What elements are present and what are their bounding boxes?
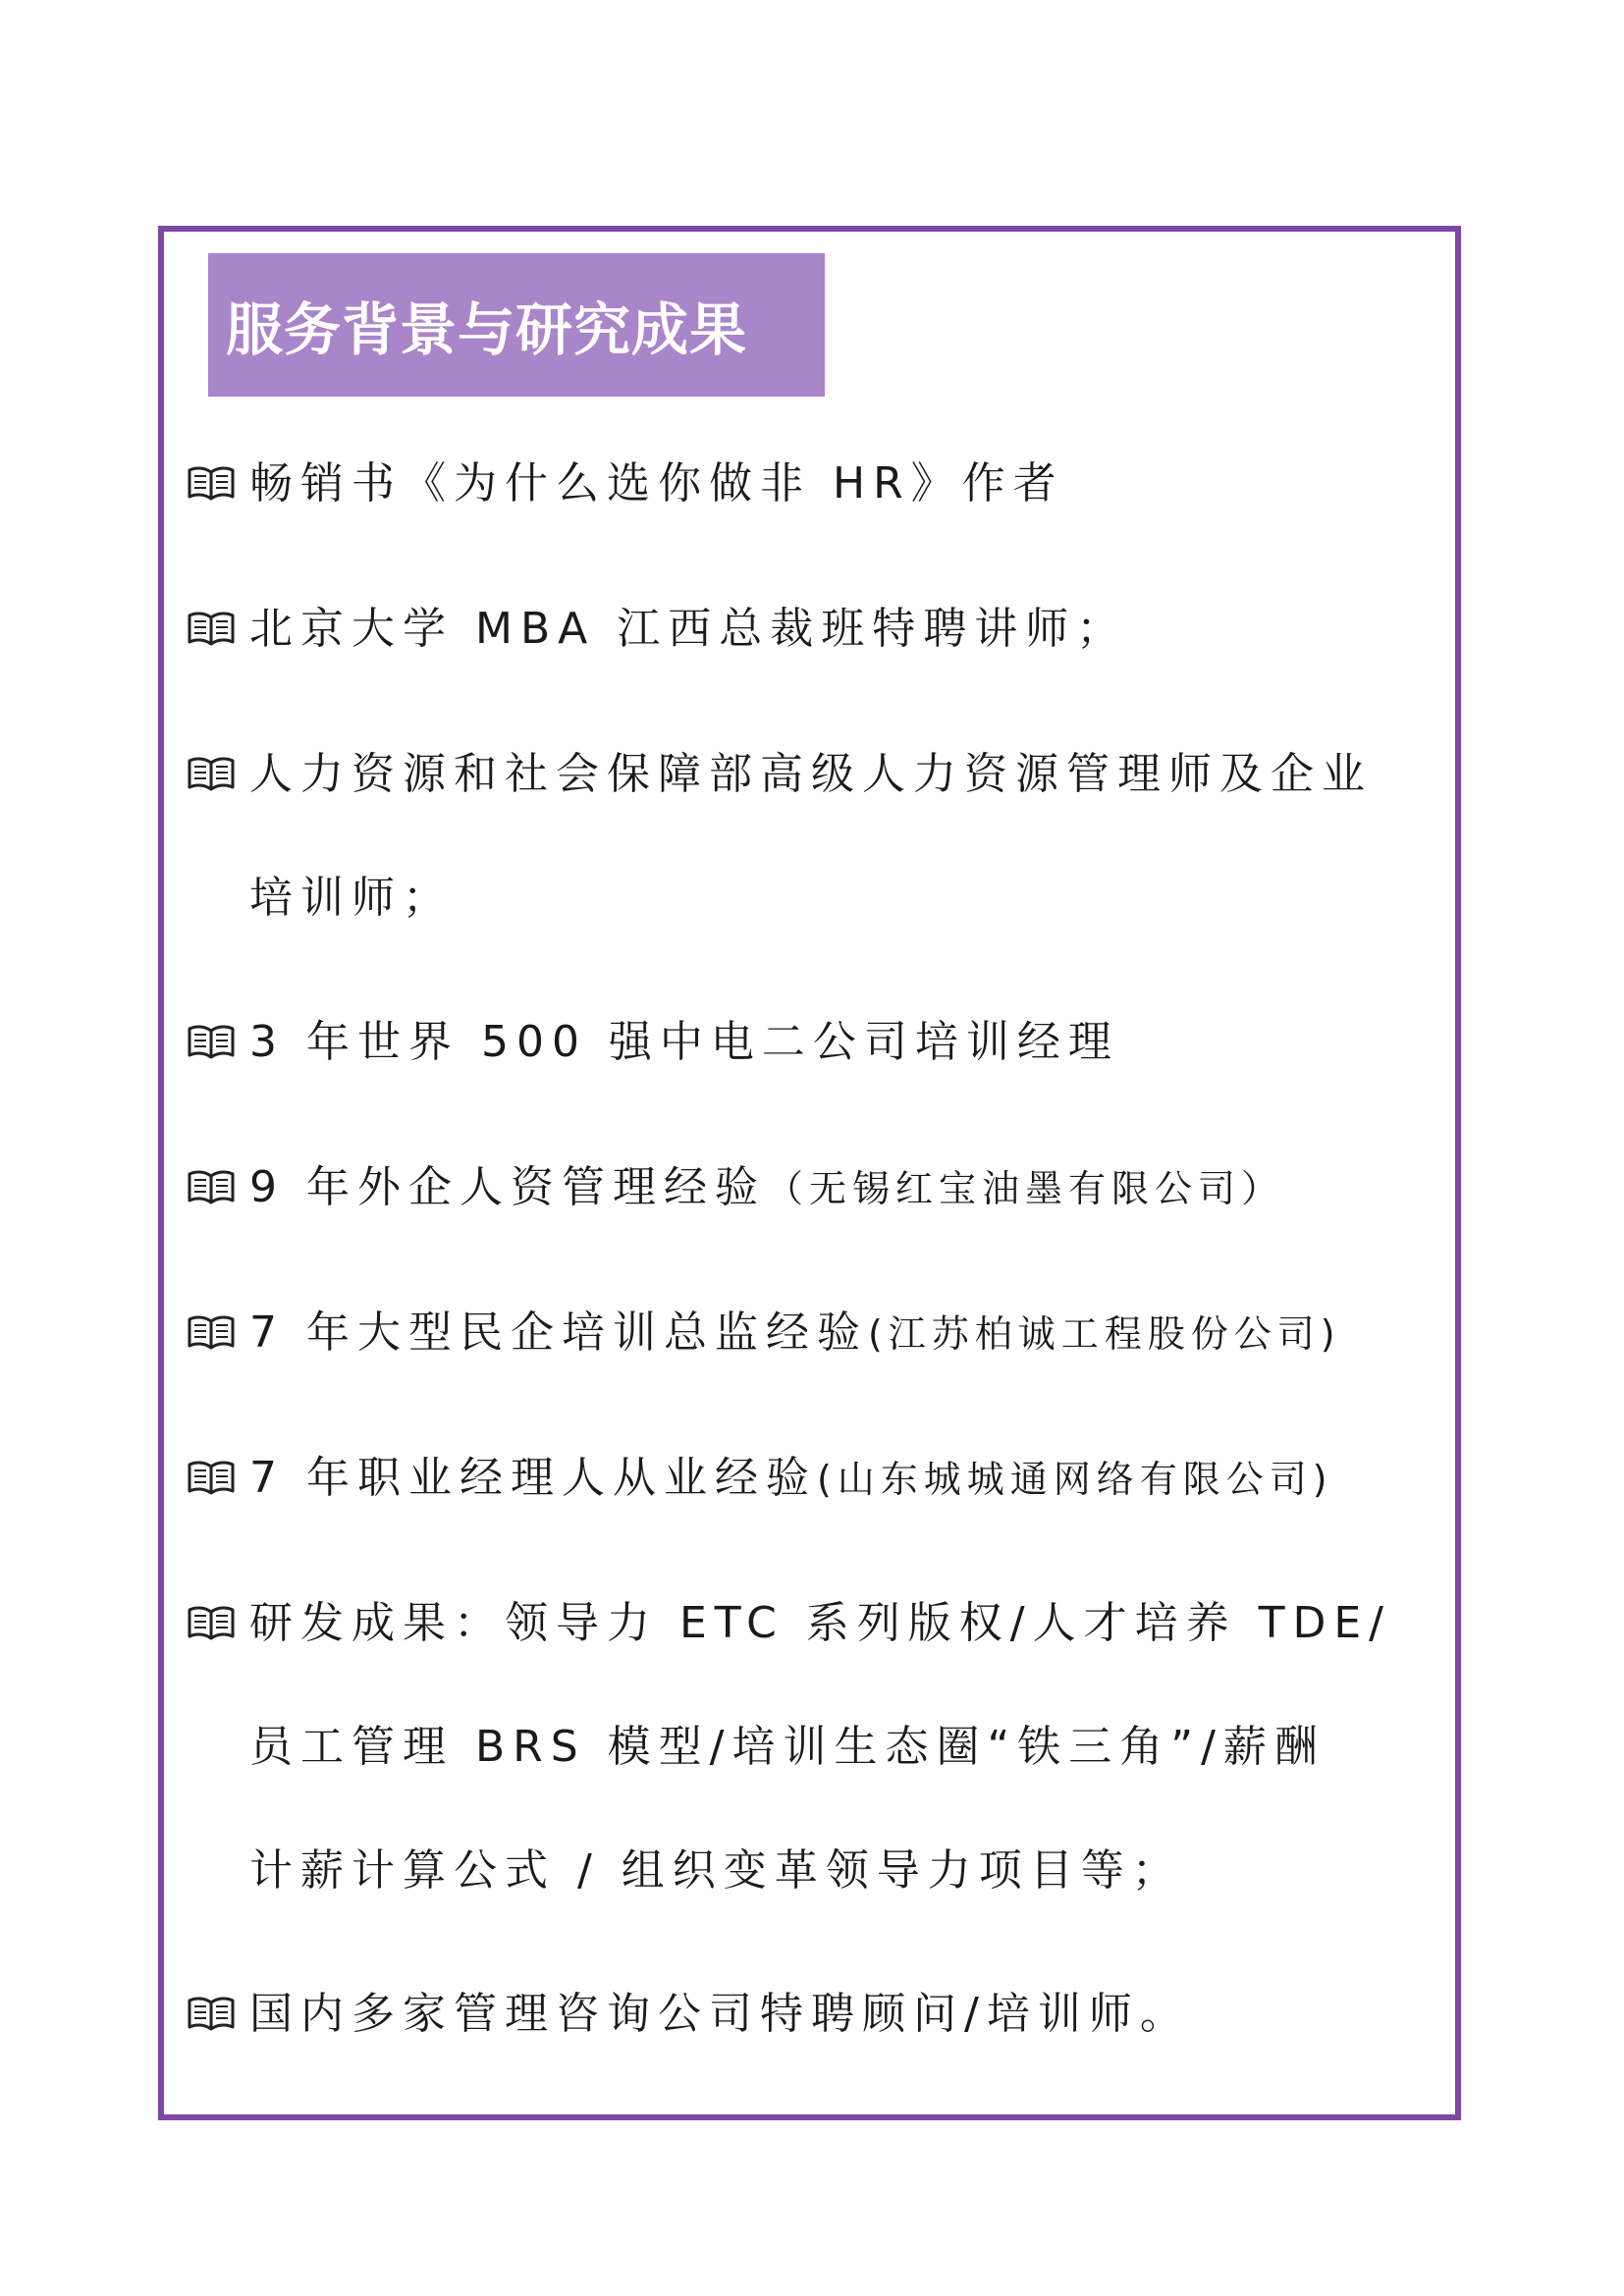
open-book-icon [187,1313,236,1353]
list-item [187,1449,1333,1508]
item-line: 3 年世界 500 强中电二公司培训经理 [249,1017,1119,1067]
open-book-icon [187,464,236,504]
item-company: （无锡红宝油墨有限公司） [765,1167,1284,1210]
item-line [249,1449,1333,1508]
item-text: 7 年职业经理人从业经验 [249,1453,817,1503]
open-book-icon [187,1995,236,2034]
item-line [249,1158,1284,1217]
list-item [187,1158,1284,1217]
item-line: 北京大学 MBA 江西总裁班特聘讲师； [249,604,1128,654]
list-item [187,600,1127,659]
item-text: 7 年大型民企培训总监经验 [249,1308,868,1358]
open-book-icon [187,1604,236,1643]
section-heading-box [208,253,825,397]
open-book-icon [187,755,236,794]
list-item [187,454,1064,513]
item-text: 9 年外企人资管理经验 [249,1162,766,1212]
item-line: 研发成果：领导力 ETC 系列版权/人才培养 TDE/ [249,1598,1391,1648]
section-heading: 服务背景与研究成果 [226,296,748,363]
item-line: 人力资源和社会保障部高级人力资源管理师及企业 [249,749,1373,799]
list-item [187,745,1373,928]
open-book-icon [187,1023,236,1062]
item-line: 畅销书《为什么选你做非 HR》作者 [249,458,1064,508]
list-item [187,1013,1119,1072]
item-line: 计薪计算公式 / 组织变革领导力项目等； [249,1845,1183,1896]
open-book-icon [187,610,236,649]
item-line: 员工管理 BRS 模型/培训生态圈“铁三角”/薪酬 [249,1722,1326,1772]
list-item [187,1985,1191,2044]
list-item [187,1304,1341,1362]
item-company: (山东城城通网络有限公司) [816,1458,1333,1501]
item-company: (江苏柏诚工程股份公司) [867,1312,1341,1356]
list-item [187,1594,1391,1900]
item-line [249,1304,1341,1362]
item-line: 培训师； [249,873,454,923]
open-book-icon [187,1168,236,1207]
item-line: 国内多家管理咨询公司特聘顾问/培训师。 [249,1989,1191,2039]
open-book-icon [187,1459,236,1498]
